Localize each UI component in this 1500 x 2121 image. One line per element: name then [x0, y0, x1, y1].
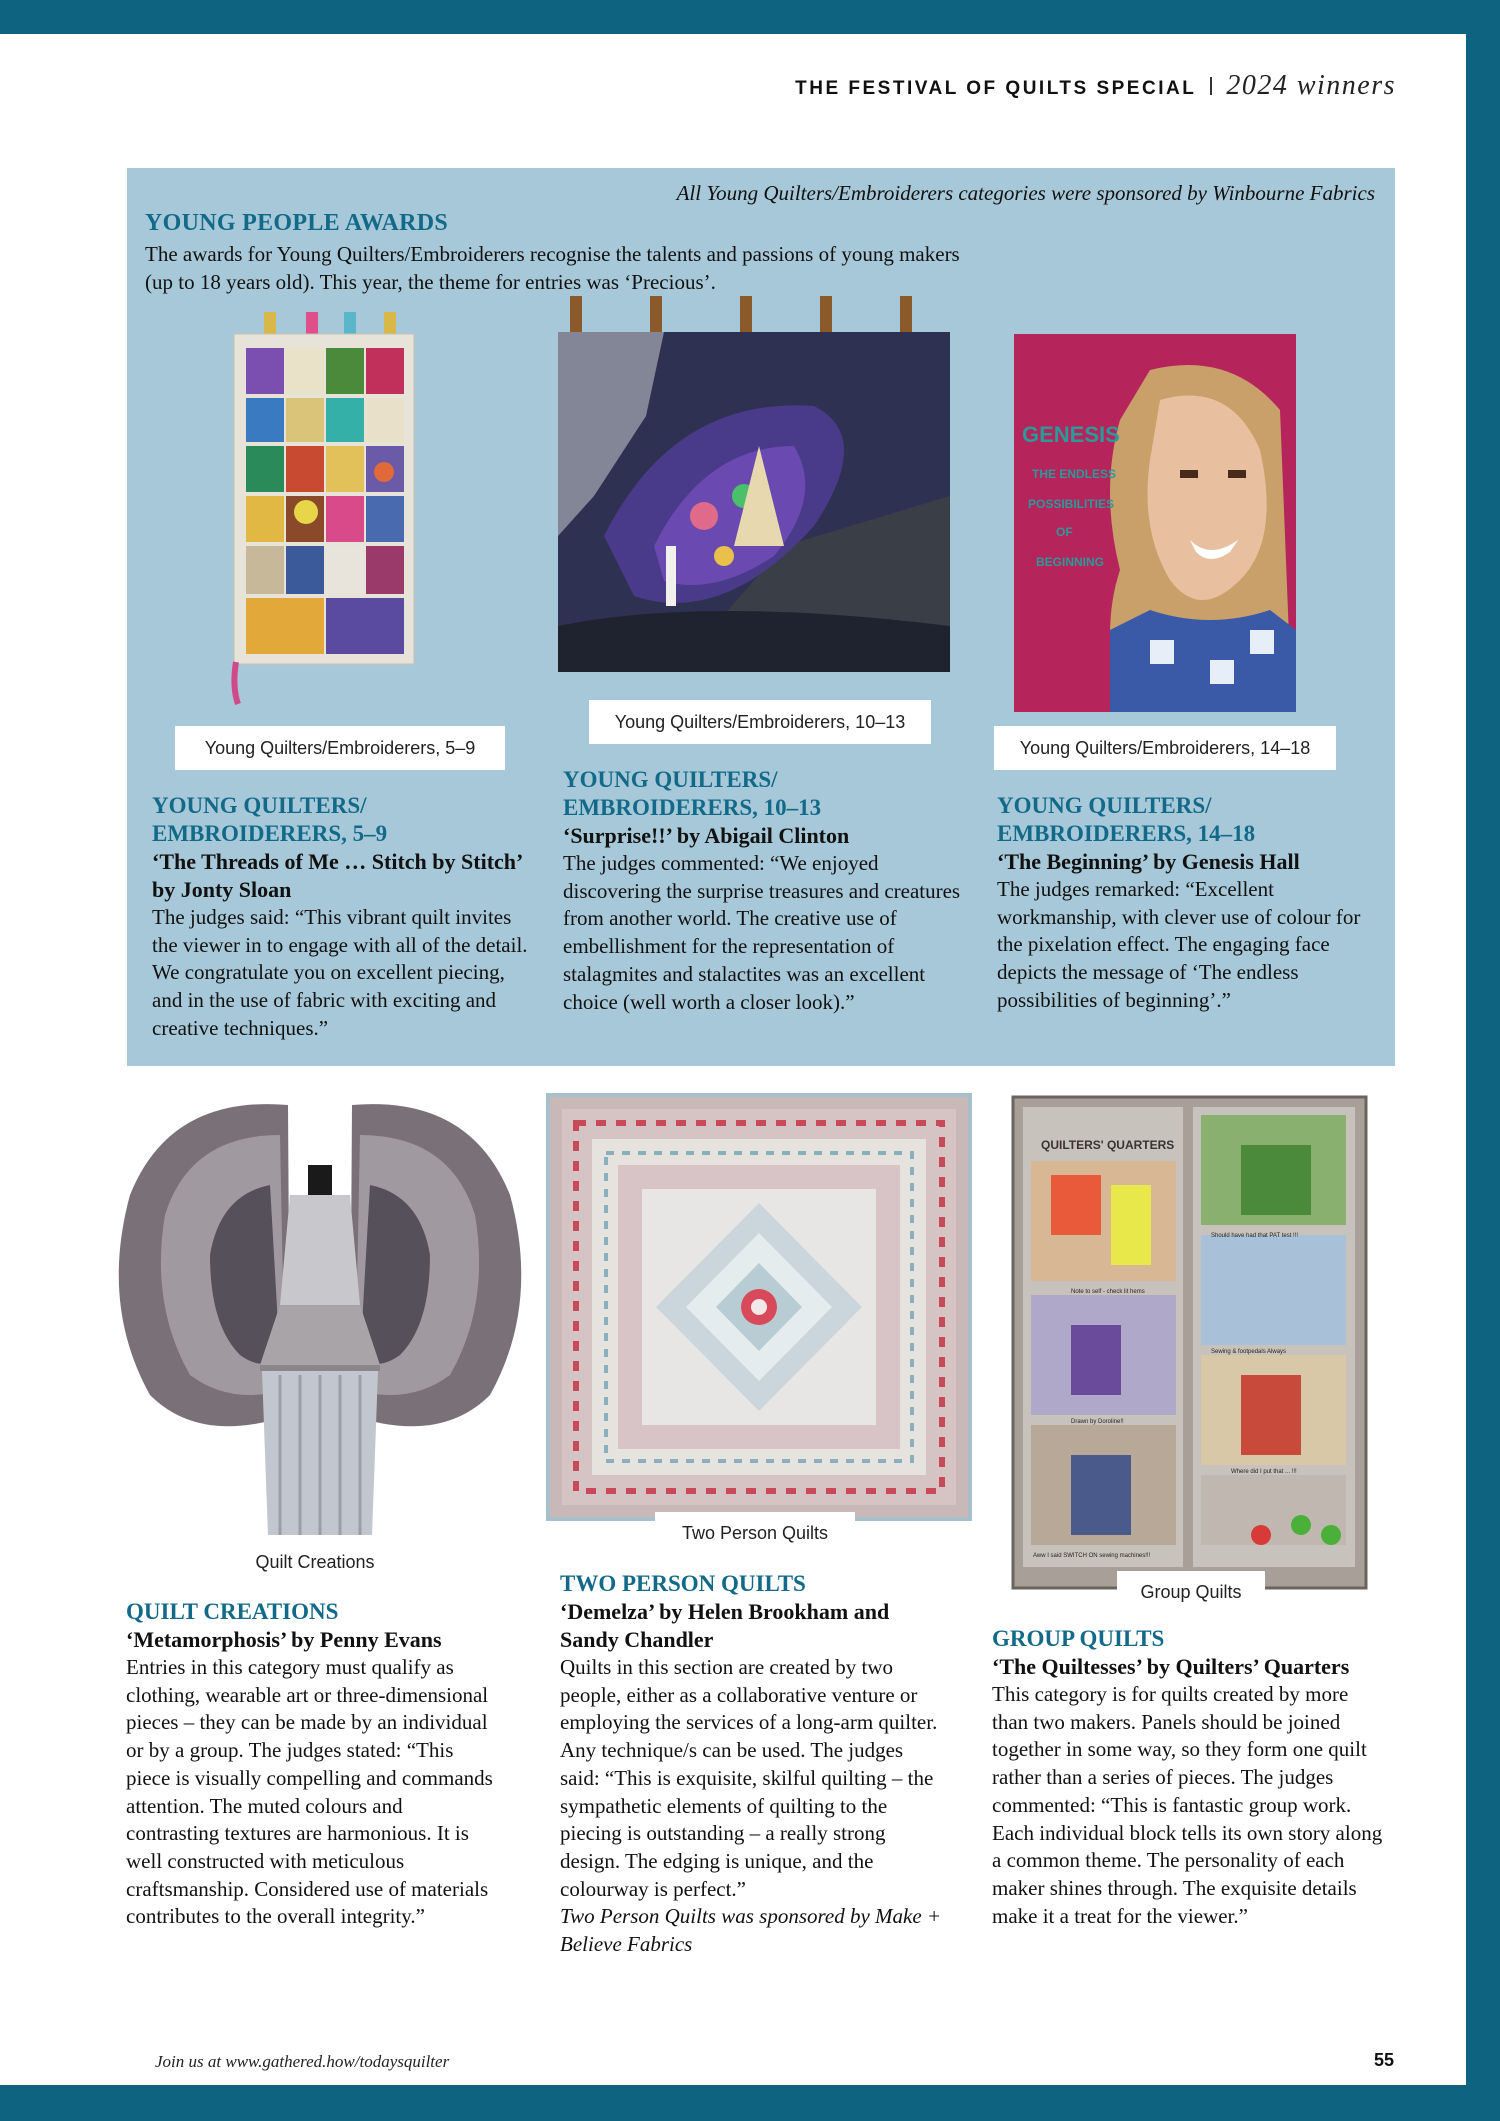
category-heading: YOUNG QUILTERS/	[997, 793, 1212, 818]
quilt-text-line5: BEGINNING	[1036, 555, 1105, 569]
entry-young-14-18	[997, 792, 1367, 1015]
entry-quilt-creations	[126, 1598, 498, 1931]
image-caption: Young Quilters/Embroiderers, 5–9	[175, 726, 505, 770]
quilt-threads-of-me-image	[224, 312, 424, 707]
young-people-panel	[127, 168, 1395, 1066]
image-caption: Young Quilters/Embroiderers, 14–18	[994, 726, 1336, 770]
page-number: 55	[1373, 2050, 1394, 2070]
image-caption: Young Quilters/Embroiderers, 10–13	[589, 700, 931, 744]
category-heading: TWO PERSON QUILTS	[560, 1571, 806, 1596]
group-quilt-title: QUILTERS' QUARTERS	[1041, 1138, 1175, 1152]
category-heading: EMBROIDERERS, 14–18	[997, 821, 1256, 846]
image-caption: Group Quilts	[1117, 1571, 1265, 1613]
quilt-text-line2: THE ENDLESS	[1032, 467, 1117, 481]
work-title: ‘The Quiltesses’ by Quilters’ Quarters	[992, 1654, 1350, 1679]
running-head-divider	[1210, 77, 1212, 95]
category-heading: YOUNG QUILTERS/	[152, 793, 367, 818]
entry-body: The judges commented: “We enjoyed discovering the surprise treasures and creatures from another world. The creative use of embellishment for the representation of stalagmites and stalactites was an excellent choice (well worth a closer look).”	[563, 851, 961, 1014]
running-head	[795, 70, 1396, 102]
category-heading: EMBROIDERERS, 5–9	[152, 821, 388, 846]
page-frame-bottom	[0, 2085, 1500, 2121]
quilt-text-line1: GENESIS	[1022, 422, 1120, 447]
quilt-text-line4: OF	[1056, 525, 1073, 539]
entry-group-quilts	[992, 1625, 1387, 1930]
quilt-text-line3: POSSIBILITIES	[1028, 497, 1115, 511]
entry-young-5-9	[152, 792, 537, 1043]
work-title: ‘Surprise!!’ by Abigail Clinton	[563, 823, 850, 848]
quilt-the-beginning-image	[1010, 330, 1300, 715]
entry-body: This category is for quilts created by more than two makers. Panels should be joined together in some way, so they form one quilt rather than a series of pieces. The judges commented: “This is fantastic group work. Each individual block tells its own story along a common theme. The personality of each maker shines through. The exquisite details make it a treat for the viewer.”	[992, 1682, 1383, 1928]
image-caption: Quilt Creations	[230, 1541, 400, 1583]
image-caption: Two Person Quilts	[655, 1512, 855, 1554]
page-frame-right	[1466, 0, 1500, 2121]
footer-website: Join us at www.gathered.how/todaysquilter	[155, 2052, 450, 2071]
entry-body: The judges remarked: “Excellent workmanship, with clever use of colour for the pixelation effect. The engaging face depicts the message of ‘The endless possibilities of beginning’.”	[997, 877, 1361, 1012]
group-quilt-label: Where did I put that ... !!!	[1231, 1469, 1297, 1475]
section-heading: YOUNG PEOPLE AWARDS	[145, 210, 449, 236]
sponsor-note: Two Person Quilts was sponsored by Make + Believe Fabrics	[560, 1904, 942, 1957]
quilt-the-quiltesses-image	[1011, 1095, 1368, 1590]
work-title: ‘The Threads of Me … Stitch by Stitch’ by Jonty Sloan	[152, 849, 522, 902]
group-quilt-label: Aww I said SWITCH ON sewing machines!!!	[1033, 1553, 1151, 1559]
group-quilt-label: Sewing & footpedals Always	[1211, 1349, 1287, 1355]
work-title: ‘Demelza’ by Helen Brookham and Sandy Chandler	[560, 1599, 890, 1652]
quilt-demelza-image	[546, 1093, 972, 1521]
category-heading: YOUNG QUILTERS/	[563, 767, 778, 792]
entry-body: Quilts in this section are created by two people, either as a collaborative venture or employing the services of a long-arm quilter. Any technique/s can be used. The judges said: “This is exquisite, skilful quilting – the sympathetic elements of quilting to the piecing is outstanding – a really strong design. The edging is unique, and the colourway is perfect.”	[560, 1655, 938, 1901]
entry-body: Entries in this category must qualify as clothing, wearable art or three-dimensional pieces – they can be made by an individual or by a group. The judges stated: “This piece is visually compelling and commands attention. The muted colours and contrasting textures are harmonious. It is well constructed with meticulous craftsmanship. Considered use of materials contributes to the overall integrity.”	[126, 1655, 493, 1929]
work-title: ‘Metamorphosis’ by Penny Evans	[126, 1627, 442, 1652]
running-head-subtitle: 2024 winners	[1226, 70, 1396, 101]
quilt-metamorphosis-image	[110, 1075, 530, 1545]
entry-two-person-quilts	[560, 1570, 948, 1959]
sponsor-note: All Young Quilters/Embroiderers categories were sponsored by Winbourne Fabrics	[676, 181, 1375, 205]
running-head-title: THE FESTIVAL OF QUILTS SPECIAL	[795, 78, 1197, 99]
work-title: ‘The Beginning’ by Genesis Hall	[997, 849, 1300, 874]
category-heading: QUILT CREATIONS	[126, 1599, 339, 1624]
page-frame-top	[0, 0, 1500, 34]
section-intro: The awards for Young Quilters/Embroiderers recognise the talents and passions of young makers (up to 18 years old). This year, the theme for entries was ‘Precious’.	[145, 242, 960, 294]
group-quilt-label: Drawn by Doroline!!	[1071, 1419, 1124, 1425]
category-heading: GROUP QUILTS	[992, 1626, 1165, 1651]
group-quilt-label: Note to self - check lit hems	[1071, 1289, 1145, 1295]
entry-young-10-13	[563, 766, 963, 1016]
group-quilt-label: Should have had that PAT test !!!	[1211, 1233, 1299, 1239]
entry-body: The judges said: “This vibrant quilt invites the viewer in to engage with all of the detail. We congratulate you on excellent piecing, and in the use of fabric with exciting and creative techniques.”	[152, 905, 528, 1040]
category-heading: EMBROIDERERS, 10–13	[563, 795, 822, 820]
quilt-surprise-image	[554, 296, 954, 684]
